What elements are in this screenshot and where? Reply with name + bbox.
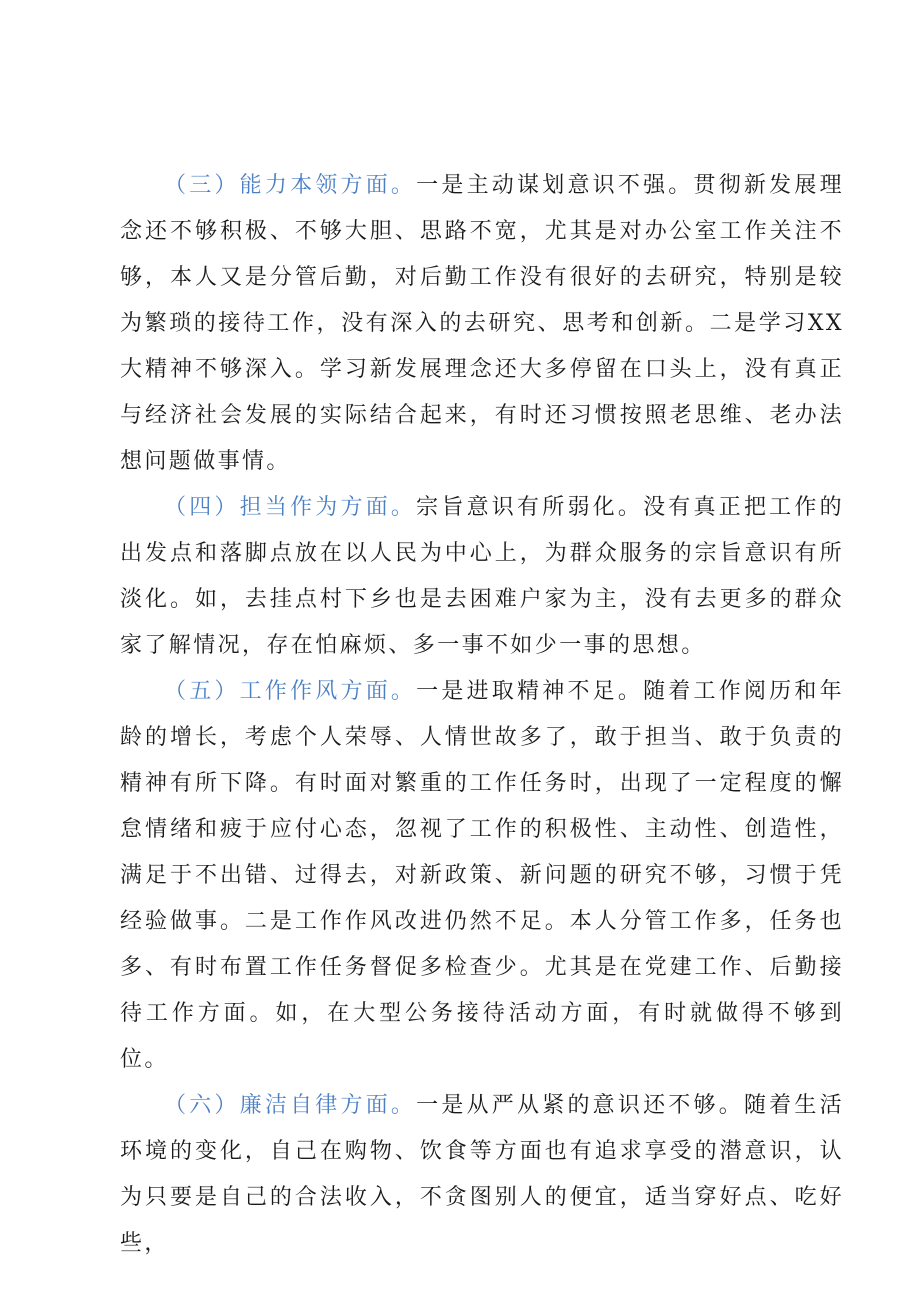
paragraph-text-responsibility: 宗旨意识有所弱化。没有真正把工作的出发点和落脚点放在以人民为中心上，为群众服务的宗旨意识有所淡化。如，去挂点村下乡也是去困难户家为主，没有去更多的群众家了解情况，存在怕麻烦、多一事不如少一事的思想。 bbox=[120, 495, 844, 658]
paragraph-integrity bbox=[120, 1083, 844, 1267]
section-heading-work-style: （五）工作作风方面。 bbox=[164, 679, 417, 704]
paragraph-ability bbox=[120, 163, 844, 485]
paragraph-work-style bbox=[120, 669, 844, 1083]
section-heading-ability: （三）能力本领方面。 bbox=[164, 173, 417, 198]
paragraph-text-ability: 一是主动谋划意识不强。贯彻新发展理念还不够积极、不够大胆、思路不宽，尤其是对办公室工作关注不够，本人又是分管后勤，对后勤工作没有很好的去研究，特别是较为繁琐的接待工作，没有深入的去研究、思考和创新。二是学习XX大精神不够深入。学习新发展理念还大多停留在口头上，没有真正与经济社会发展的实际结合起来，有时还习惯按照老思维、老办法想问题做事情。 bbox=[120, 173, 844, 474]
paragraph-text-integrity: 一是从严从紧的意识还不够。随着生活环境的变化，自己在购物、饮食等方面也有追求享受的潜意识，认为只要是自己的合法收入，不贪图别人的便宜，适当穿好点、吃好些， bbox=[120, 1093, 844, 1256]
section-heading-responsibility: （四）担当作为方面。 bbox=[164, 495, 417, 520]
section-heading-integrity: （六）廉洁自律方面。 bbox=[164, 1093, 417, 1118]
paragraph-text-work-style: 一是进取精神不足。随着工作阅历和年龄的增长，考虑个人荣辱、人情世故多了，敢于担当、敢于负责的精神有所下降。有时面对繁重的工作任务时，出现了一定程度的懈怠情绪和疲于应付心态，忽视了工作的积极性、主动性、创造性，满足于不出错、过得去，对新政策、新问题的研究不够，习惯于凭经验做事。二是工作作风改进仍然不足。本人分管工作多，任务也多、有时布置工作任务督促多检查少。尤其是在党建工作、后勤接待工作方面。如，在大型公务接待活动方面，有时就做得不够到位。 bbox=[120, 679, 844, 1072]
paragraph-responsibility bbox=[120, 485, 844, 669]
document-body bbox=[120, 163, 844, 1267]
